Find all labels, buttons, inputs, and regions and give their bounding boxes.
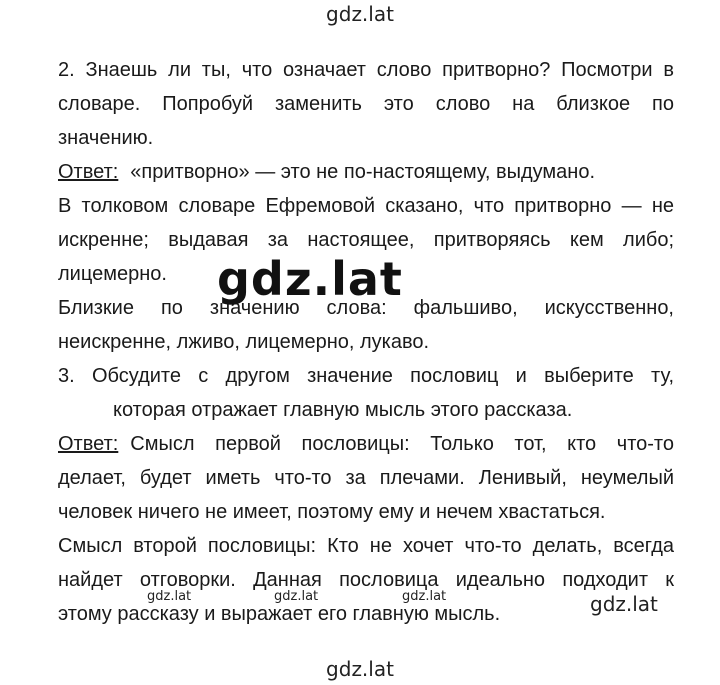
answer-3-line-1 <box>58 431 674 457</box>
question-2-line-3: значению. <box>58 127 154 149</box>
watermark-right: gdz.lat <box>590 592 658 616</box>
answer-3-line-2: делает, будет иметь что-то за плечами. Ленивый, неумелый <box>58 467 674 489</box>
watermark-top: gdz.lat <box>326 2 394 26</box>
answer-label: Ответ: <box>58 161 119 183</box>
watermark-small-2: gdz.lat <box>274 589 319 604</box>
watermark-bottom: gdz.lat <box>326 657 394 681</box>
answer-3-line-5: найдет отговорки. Данная пословица идеально подходит к <box>58 569 674 591</box>
watermark-small-3: gdz.lat <box>402 589 447 604</box>
answer-2-text-1: «притворно» — это не по-настоящему, выдумано. <box>130 161 596 183</box>
answer-label-2: Ответ: <box>58 433 119 455</box>
answer-3-text-1: Смысл первой пословицы: Только тот, кто что-то <box>130 433 674 455</box>
answer-2-line-4: лицемерно. <box>58 263 167 285</box>
question-3-line-2: которая отражает главную мысль этого рассказа. <box>113 399 573 421</box>
answer-2-line-5: Близкие по значению слова: фальшиво, искусственно, <box>58 297 674 319</box>
answer-3-line-6: этому рассказу и выражает его главную мысль. <box>58 603 501 625</box>
answer-2-line-1 <box>58 159 674 185</box>
question-3-line-1: 3. Обсудите с другом значение пословиц и выберите ту, <box>58 365 674 387</box>
answer-2-line-6: неискренне, лживо, лицемерно, лукаво. <box>58 331 430 353</box>
answer-3-line-3: человек ничего не имеет, поэтому ему и нечем хвастаться. <box>58 501 606 523</box>
question-2-line-1: 2. Знаешь ли ты, что означает слово притворно? Посмотри в <box>58 59 674 81</box>
answer-2-line-3: искренне; выдавая за настоящее, притворяясь кем либо; <box>58 229 674 251</box>
watermark-center: gdz.lat <box>217 252 403 306</box>
watermark-small-1: gdz.lat <box>147 589 192 604</box>
answer-2-line-2: В толковом словаре Ефремовой сказано, что притворно — не <box>58 195 674 217</box>
answer-3-line-4: Смысл второй пословицы: Кто не хочет что-то делать, всегда <box>58 535 674 557</box>
question-2-line-2: словаре. Попробуй заменить это слово на близкое по <box>58 93 674 115</box>
